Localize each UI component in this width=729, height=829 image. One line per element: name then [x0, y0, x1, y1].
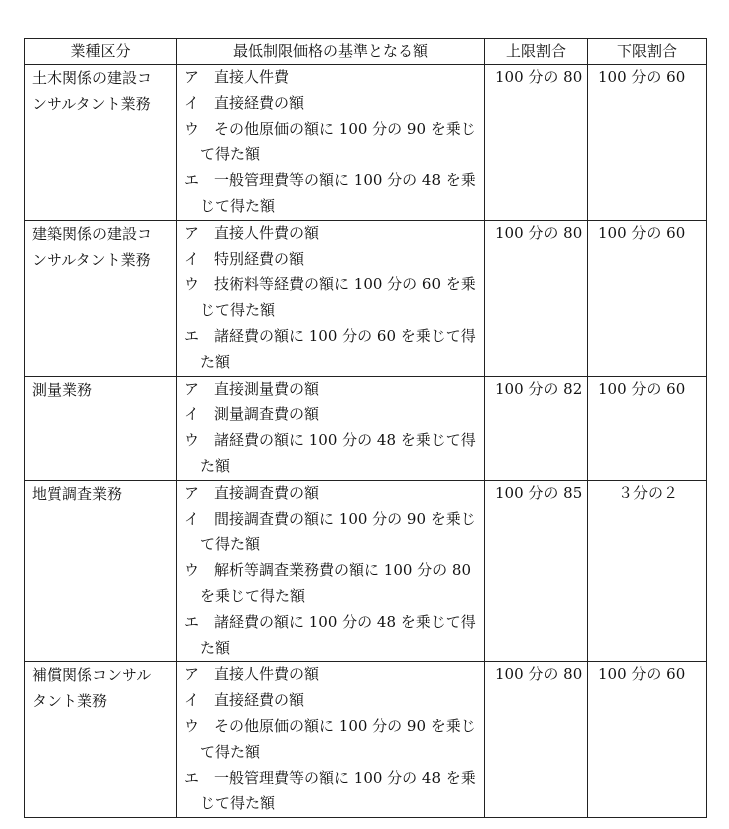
table-header-row	[25, 39, 707, 65]
header-lower-ratio: 下限割合	[588, 39, 707, 65]
table-row	[25, 220, 707, 376]
basis-cell	[177, 376, 485, 480]
table-row	[25, 65, 707, 221]
basis-item: イ 直接経費の額	[184, 93, 305, 112]
category-label: 土木関係の建設コンサルタント業務	[32, 69, 153, 113]
basis-item: イ 直接経費の額	[184, 691, 305, 710]
category-cell	[25, 220, 177, 376]
table-row	[25, 376, 707, 480]
category-label: 補償関係コンサルタント業務	[32, 666, 152, 711]
basis-item: エ 一般管理費等の額に 100 分の 48 を乗じて得た額	[184, 171, 476, 215]
basis-item: エ 諸経費の額に 100 分の 60 を乗じて得た額	[184, 326, 476, 371]
basis-item: エ 一般管理費等の額に 100 分の 48 を乗じて得た額	[184, 768, 476, 813]
lower-ratio-cell: ３分の２	[588, 480, 707, 662]
header-upper-ratio: 上限割合	[485, 39, 588, 65]
basis-cell	[177, 220, 485, 376]
basis-item: エ 諸経費の額に 100 分の 48 を乗じて得た額	[184, 612, 476, 657]
upper-ratio-cell: 100 分の 85	[485, 480, 588, 662]
upper-ratio-cell: 100 分の 80	[485, 662, 588, 818]
basis-item: ア 直接調査費の額	[184, 483, 320, 502]
basis-item: ア 直接人件費の額	[184, 223, 320, 242]
basis-item: イ 特別経費の額	[184, 249, 305, 268]
category-label: 建築関係の建設コンサルタント業務	[32, 224, 153, 269]
header-category: 業種区分	[25, 39, 177, 65]
category-cell	[25, 376, 177, 480]
table-row	[25, 662, 707, 818]
category-label: 地質調査業務	[32, 484, 123, 503]
price-criteria-table	[24, 38, 707, 818]
upper-ratio-cell: 100 分の 82	[485, 376, 588, 480]
basis-item: ウ その他原価の額に 100 分の 90 を乗じて得た額	[184, 119, 476, 164]
lower-ratio-cell: 100 分の 60	[588, 220, 707, 376]
basis-item: ウ 解析等調査業務費の額に 100 分の 80 を乗じて得た額	[184, 561, 472, 605]
basis-item: ウ その他原価の額に 100 分の 90 を乗じて得た額	[184, 716, 476, 761]
basis-item: ア 直接人件費	[184, 68, 290, 86]
basis-item: ア 直接測量費の額	[184, 379, 320, 398]
basis-item: イ 測量調査費の額	[184, 405, 320, 424]
basis-cell	[177, 480, 485, 662]
upper-ratio-cell: 100 分の 80	[485, 65, 588, 221]
basis-item: ウ 諸経費の額に 100 分の 48 を乗じて得た額	[184, 431, 476, 475]
category-label: 測量業務	[32, 380, 93, 399]
lower-ratio-cell: 100 分の 60	[588, 65, 707, 221]
table-row	[25, 480, 707, 662]
category-cell	[25, 662, 177, 818]
basis-cell	[177, 65, 485, 221]
basis-cell	[177, 662, 485, 818]
category-cell	[25, 65, 177, 221]
lower-ratio-cell: 100 分の 60	[588, 662, 707, 818]
basis-item: ア 直接人件費の額	[184, 665, 320, 684]
category-cell	[25, 480, 177, 662]
basis-item: イ 間接調査費の額に 100 分の 90 を乗じて得た額	[184, 509, 476, 554]
header-basis: 最低制限価格の基準となる額	[177, 39, 485, 65]
basis-item: ウ 技術料等経費の額に 100 分の 60 を乗じて得た額	[184, 275, 476, 320]
upper-ratio-cell: 100 分の 80	[485, 220, 588, 376]
lower-ratio-cell: 100 分の 60	[588, 376, 707, 480]
